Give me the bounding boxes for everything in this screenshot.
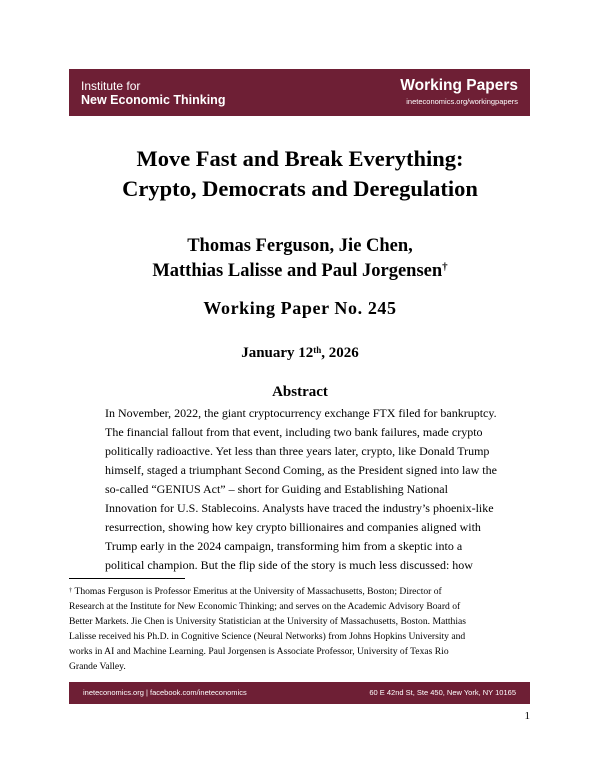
footnote-line: works in AI and Machine Learning. Paul Jorgensen is Associate Professor, University of Texas Rio bbox=[69, 646, 449, 657]
abstract-line: The financial fallout from that event, including two bank failures, made crypto bbox=[105, 425, 483, 439]
footer-banner bbox=[69, 682, 530, 704]
footer-address: 60 E 42nd St, Ste 450, New York, NY 10165 bbox=[369, 688, 516, 697]
abstract-line: resurrection, showing how key crypto billionaires and companies aligned with bbox=[105, 520, 481, 534]
paper-title-line1: Move Fast and Break Everything: bbox=[136, 146, 464, 171]
date-prefix: January 12 bbox=[241, 345, 314, 361]
footnote-line: Research at the Institute for New Economic Thinking; and serves on the Academic Advisory Board of bbox=[69, 601, 461, 612]
abstract-line: In November, 2022, the giant cryptocurrency exchange FTX filed for bankruptcy. bbox=[105, 406, 497, 420]
series-url: ineteconomics.org/workingpapers bbox=[406, 97, 518, 106]
abstract-heading: Abstract bbox=[272, 384, 328, 400]
paper-title-line2: Crypto, Democrats and Deregulation bbox=[122, 176, 478, 201]
page-number: 1 bbox=[524, 710, 530, 722]
abstract-line: Trump early in the 2024 campaign, transforming him from a skeptic into a bbox=[105, 539, 463, 553]
institute-name-line2: New Economic Thinking bbox=[81, 93, 226, 107]
footnote-text: Thomas Ferguson is Professor Emeritus at the University of Massachusetts, Boston; Director of bbox=[72, 586, 442, 597]
abstract-line: politically radioactive. Yet less than three years later, crypto, like Donald Trump bbox=[105, 444, 490, 458]
footnote-line: Grande Valley. bbox=[69, 661, 126, 672]
abstract-body bbox=[105, 404, 505, 575]
author-footnote bbox=[69, 584, 534, 674]
paper-number: Working Paper No. 245 bbox=[203, 298, 397, 318]
abstract-line: political champion. But the flip side of the story is much less discussed: how bbox=[105, 558, 473, 572]
footer-links: ineteconomics.org | facebook.com/ineteconomics bbox=[83, 688, 247, 697]
authors-line1: Thomas Ferguson, Jie Chen, bbox=[187, 236, 413, 256]
footnote-separator bbox=[69, 578, 185, 579]
footnote-mark: † bbox=[69, 587, 73, 594]
header-banner bbox=[69, 69, 530, 116]
footnote-line: Lalisse received his Ph.D. in Cognitive Science (Neural Networks) from Johns Hopkins University and bbox=[69, 631, 466, 642]
date-ordinal: th bbox=[313, 345, 322, 355]
date-suffix: , 2026 bbox=[321, 345, 359, 361]
series-title: Working Papers bbox=[400, 77, 518, 94]
paper-title bbox=[0, 144, 600, 204]
authors-line2-wrap bbox=[0, 259, 600, 284]
institute-name-line1: Institute for bbox=[81, 79, 141, 93]
abstract-line: so-called “GENIUS Act” – short for Guiding and Establishing National bbox=[105, 482, 448, 496]
authors-line2: Matthias Lalisse and Paul Jorgensen bbox=[152, 261, 443, 281]
author-footnote-mark: † bbox=[442, 261, 448, 273]
author-list bbox=[0, 234, 600, 284]
footnote-line: Better Markets. Jie Chen is University Statistician at the University of Massachusetts, Boston. Matthias bbox=[69, 616, 467, 627]
footnote-line bbox=[69, 584, 534, 599]
abstract-line: himself, staged a triumphant Second Coming, as the President signed into law the bbox=[105, 463, 497, 477]
publication-date bbox=[0, 344, 600, 362]
abstract-line: Innovation for U.S. Stablecoins. Analysts have traced the industry’s phoenix-like bbox=[105, 501, 494, 515]
